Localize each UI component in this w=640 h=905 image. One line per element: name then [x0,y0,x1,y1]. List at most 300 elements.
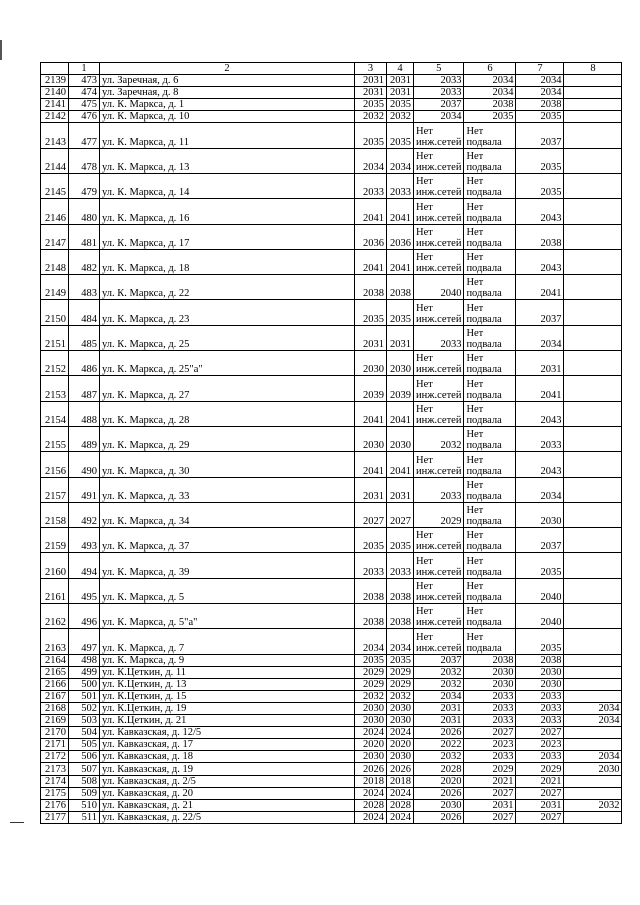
margin-dash-mark [10,822,24,823]
col3-cell: 2035 [355,300,387,325]
row-number-cell: 2166 [41,678,69,690]
col8-cell [564,666,622,678]
col5-cell [414,148,464,173]
address-cell: ул. К. Маркса, д. 25 [100,325,355,350]
col4-cell: 2035 [387,528,414,553]
col4-cell: 2027 [387,502,414,527]
col8-cell [564,249,622,274]
col7-cell: 2043 [516,199,564,224]
note-line-1: Нет [416,252,433,264]
col4-cell: 2038 [387,275,414,300]
address-cell: ул. Кавказская, д. 2/5 [100,775,355,787]
col8-cell [564,401,622,426]
col5-cell [414,351,464,376]
row-number-cell: 2174 [41,775,69,787]
col8-cell [564,275,622,300]
col3-cell: 2030 [355,351,387,376]
col7-cell: 2035 [516,173,564,198]
table-row [41,715,622,727]
row-number-cell: 2170 [41,727,69,739]
row-number-cell: 2153 [41,376,69,401]
record-number-cell: 511 [69,811,100,823]
col4-cell: 2032 [387,111,414,123]
record-number-cell: 479 [69,173,100,198]
col3-cell: 2030 [355,426,387,451]
note-line-2: инж.сетей [416,263,462,275]
col6-cell [464,224,516,249]
col8-cell [564,111,622,123]
col3-cell: 2035 [355,99,387,111]
address-cell: ул. К.Цеткин, д. 13 [100,678,355,690]
header-row [41,63,622,75]
col6-cell [464,173,516,198]
record-number-cell: 474 [69,87,100,99]
table-row [41,477,622,502]
col8-cell [564,477,622,502]
col3-cell: 2031 [355,477,387,502]
address-cell: ул. Кавказская, д. 17 [100,739,355,751]
col5-cell: 2033 [414,477,464,502]
table-row [41,224,622,249]
col6-cell [464,604,516,629]
col6-cell: 2033 [464,690,516,702]
header-cell-2: 2 [100,63,355,75]
col5-cell [414,199,464,224]
col3-cell: 2036 [355,224,387,249]
col7-cell: 2034 [516,87,564,99]
col6-cell [464,199,516,224]
record-number-cell: 484 [69,300,100,325]
record-number-cell: 476 [69,111,100,123]
note-line-1: Нет [416,378,433,390]
col5-cell: 2031 [414,702,464,714]
table-row [41,763,622,775]
col8-cell [564,123,622,148]
col5-cell [414,249,464,274]
note-line-2: подвала [466,161,502,173]
table-row [41,775,622,787]
note-line-1: Нет [416,226,433,238]
col4-cell: 2030 [387,751,414,763]
col5-cell: 2031 [414,715,464,727]
note-line-2: подвала [466,516,502,528]
col3-cell: 2032 [355,111,387,123]
col3-cell: 2038 [355,578,387,603]
col3-cell: 2041 [355,452,387,477]
col3-cell: 2024 [355,727,387,739]
row-number-cell: 2142 [41,111,69,123]
note-line-1: Нет [416,125,433,137]
table-row [41,300,622,325]
col8-cell [564,727,622,739]
table-row [41,351,622,376]
record-number-cell: 483 [69,275,100,300]
table-row [41,426,622,451]
address-cell: ул. Заречная, д. 8 [100,87,355,99]
row-number-cell: 2144 [41,148,69,173]
note-line-1: Нет [466,479,484,491]
col6-cell [464,578,516,603]
col6-cell: 2034 [464,75,516,87]
col5-cell: 2037 [414,99,464,111]
col7-cell: 2035 [516,148,564,173]
scan-edge-mark [0,40,2,60]
col5-cell [414,629,464,654]
col8-cell [564,452,622,477]
col3-cell: 2018 [355,775,387,787]
address-cell: ул. К. Маркса, д. 30 [100,452,355,477]
row-number-cell: 2140 [41,87,69,99]
address-cell: ул. К. Маркса, д. 17 [100,224,355,249]
col3-cell: 2035 [355,654,387,666]
note-line-2: подвала [466,187,502,199]
note-line-1: Нет [466,277,484,289]
col7-cell: 2034 [516,75,564,87]
address-cell: ул. К. Маркса, д. 1 [100,99,355,111]
row-number-cell: 2168 [41,702,69,714]
table-row [41,87,622,99]
address-cell: ул. Кавказская, д. 20 [100,787,355,799]
note-line-1: Нет [466,226,484,238]
col3-cell: 2020 [355,739,387,751]
col5-cell [414,604,464,629]
col4-cell: 2031 [387,477,414,502]
col3-cell: 2041 [355,199,387,224]
table-row [41,690,622,702]
row-number-cell: 2150 [41,300,69,325]
table-row [41,811,622,823]
note-line-2: подвала [466,490,502,502]
table-row [41,751,622,763]
note-line-1: Нет [466,606,484,618]
note-line-2: подвала [466,364,502,376]
col4-cell: 2031 [387,75,414,87]
note-line-1: Нет [466,530,484,542]
col6-cell [464,629,516,654]
col7-cell: 2035 [516,629,564,654]
col6-cell: 2027 [464,811,516,823]
address-cell: ул. К. Маркса, д. 33 [100,477,355,502]
col6-cell [464,553,516,578]
note-line-1: Нет [466,454,484,466]
note-line-2: подвала [466,389,502,401]
col7-cell: 2030 [516,502,564,527]
col3-cell: 2024 [355,811,387,823]
col3-cell: 2027 [355,502,387,527]
note-line-2: подвала [466,263,502,275]
note-line-1: Нет [416,353,433,365]
col3-cell: 2034 [355,148,387,173]
col8-cell [564,351,622,376]
col8-cell [564,811,622,823]
col4-cell: 2033 [387,553,414,578]
col6-cell: 2029 [464,763,516,775]
col7-cell: 2027 [516,727,564,739]
note-line-2: инж.сетей [416,237,462,249]
col4-cell: 2036 [387,224,414,249]
col5-cell [414,528,464,553]
table-row [41,249,622,274]
col8-cell [564,578,622,603]
table-row [41,111,622,123]
address-cell: ул. К. Маркса, д. 27 [100,376,355,401]
note-line-2: инж.сетей [416,313,462,325]
table-body [41,63,622,824]
col6-cell [464,275,516,300]
col6-cell: 2035 [464,111,516,123]
col5-cell: 2037 [414,654,464,666]
col5-cell: 2034 [414,111,464,123]
note-line-1: Нет [466,403,484,415]
note-line-1: Нет [466,581,484,593]
col5-cell: 2032 [414,751,464,763]
col8-cell [564,739,622,751]
table-row [41,739,622,751]
note-line-1: Нет [466,252,484,264]
row-number-cell: 2143 [41,123,69,148]
row-number-cell: 2159 [41,528,69,553]
address-cell: ул. К. Маркса, д. 25"а" [100,351,355,376]
address-cell: ул. К. Маркса, д. 28 [100,401,355,426]
note-line-2: инж.сетей [416,465,462,477]
header-cell-6: 6 [464,63,516,75]
col7-cell: 2033 [516,715,564,727]
col3-cell: 2033 [355,553,387,578]
note-line-2: инж.сетей [416,617,462,629]
col4-cell: 2034 [387,148,414,173]
col8-cell [564,604,622,629]
table-row [41,275,622,300]
col3-cell: 2026 [355,763,387,775]
col8-cell [564,528,622,553]
col6-cell: 2027 [464,727,516,739]
col8-cell [564,224,622,249]
col6-cell [464,123,516,148]
col5-cell [414,376,464,401]
col4-cell: 2039 [387,376,414,401]
table-row [41,401,622,426]
row-number-cell: 2141 [41,99,69,111]
row-number-cell: 2148 [41,249,69,274]
record-number-cell: 508 [69,775,100,787]
record-number-cell: 487 [69,376,100,401]
col4-cell: 2034 [387,629,414,654]
address-cell: ул. К. Маркса, д. 10 [100,111,355,123]
row-number-cell: 2177 [41,811,69,823]
col7-cell: 2027 [516,811,564,823]
col8-cell: 2034 [564,702,622,714]
col8-cell [564,690,622,702]
note-line-2: подвала [466,339,502,351]
address-cell: ул. К. Маркса, д. 11 [100,123,355,148]
record-number-cell: 500 [69,678,100,690]
record-number-cell: 503 [69,715,100,727]
record-number-cell: 499 [69,666,100,678]
col7-cell: 2034 [516,477,564,502]
col5-cell [414,123,464,148]
address-cell: ул. К. Маркса, д. 22 [100,275,355,300]
col8-cell [564,502,622,527]
col4-cell: 2028 [387,799,414,811]
col7-cell: 2041 [516,275,564,300]
col5-cell: 2026 [414,727,464,739]
col6-cell: 2033 [464,702,516,714]
col4-cell: 2020 [387,739,414,751]
col7-cell: 2031 [516,799,564,811]
col3-cell: 2033 [355,173,387,198]
document-table [40,62,622,824]
col8-cell [564,99,622,111]
record-number-cell: 504 [69,727,100,739]
col7-cell: 2033 [516,690,564,702]
col5-cell [414,401,464,426]
col7-cell: 2021 [516,775,564,787]
col5-cell: 2040 [414,275,464,300]
table-row [41,799,622,811]
col4-cell: 2026 [387,763,414,775]
header-cell-1: 1 [69,63,100,75]
note-line-1: Нет [466,353,484,365]
col4-cell: 2018 [387,775,414,787]
col3-cell: 2030 [355,702,387,714]
col7-cell: 2030 [516,678,564,690]
note-line-2: подвала [466,237,502,249]
row-number-cell: 2151 [41,325,69,350]
record-number-cell: 495 [69,578,100,603]
col5-cell: 2020 [414,775,464,787]
col4-cell: 2031 [387,87,414,99]
note-line-1: Нет [466,150,484,162]
record-number-cell: 502 [69,702,100,714]
col7-cell: 2035 [516,553,564,578]
note-line-2: подвала [466,617,502,629]
col4-cell: 2031 [387,325,414,350]
col8-cell [564,87,622,99]
table-row [41,199,622,224]
note-line-1: Нет [466,176,484,188]
col3-cell: 2032 [355,690,387,702]
col7-cell: 2040 [516,578,564,603]
col6-cell: 2034 [464,87,516,99]
col7-cell: 2033 [516,702,564,714]
col6-cell [464,452,516,477]
col6-cell: 2023 [464,739,516,751]
col5-cell: 2026 [414,787,464,799]
address-cell: ул. К. Маркса, д. 16 [100,199,355,224]
address-cell: ул. Кавказская, д. 18 [100,751,355,763]
row-number-cell: 2171 [41,739,69,751]
record-number-cell: 486 [69,351,100,376]
col5-cell [414,300,464,325]
row-number-cell: 2155 [41,426,69,451]
col4-cell: 2033 [387,173,414,198]
col7-cell: 2033 [516,426,564,451]
note-line-1: Нет [416,581,433,593]
col6-cell: 2021 [464,775,516,787]
col6-cell [464,351,516,376]
col8-cell [564,148,622,173]
col8-cell [564,629,622,654]
note-line-1: Нет [466,328,484,340]
col8-cell [564,787,622,799]
col8-cell [564,325,622,350]
note-line-2: подвала [466,541,502,553]
note-line-1: Нет [466,201,484,213]
col6-cell [464,325,516,350]
col4-cell: 2035 [387,123,414,148]
row-number-cell: 2163 [41,629,69,654]
record-number-cell: 491 [69,477,100,502]
col6-cell [464,502,516,527]
col7-cell: 2037 [516,123,564,148]
col5-cell [414,553,464,578]
record-number-cell: 496 [69,604,100,629]
row-number-cell: 2156 [41,452,69,477]
col5-cell: 2032 [414,678,464,690]
note-line-1: Нет [416,302,433,314]
col3-cell: 2039 [355,376,387,401]
col5-cell: 2030 [414,799,464,811]
record-number-cell: 490 [69,452,100,477]
col8-cell: 2034 [564,715,622,727]
address-cell: ул. К. Маркса, д. 39 [100,553,355,578]
col7-cell: 2041 [516,376,564,401]
note-line-1: Нет [416,555,433,567]
col6-cell [464,477,516,502]
col7-cell: 2033 [516,751,564,763]
col7-cell: 2027 [516,787,564,799]
col4-cell: 2024 [387,811,414,823]
table-row [41,604,622,629]
row-number-cell: 2162 [41,604,69,629]
col8-cell [564,654,622,666]
table-row [41,148,622,173]
note-line-2: подвала [466,465,502,477]
row-number-cell: 2147 [41,224,69,249]
note-line-2: подвала [466,566,502,578]
col3-cell: 2031 [355,75,387,87]
note-line-2: подвала [466,212,502,224]
col4-cell: 2024 [387,727,414,739]
col4-cell: 2035 [387,99,414,111]
note-line-2: инж.сетей [416,566,462,578]
note-line-2: инж.сетей [416,414,462,426]
col7-cell: 2038 [516,654,564,666]
note-line-1: Нет [466,302,484,314]
col4-cell: 2030 [387,351,414,376]
row-number-cell: 2176 [41,799,69,811]
col4-cell: 2024 [387,787,414,799]
record-number-cell: 505 [69,739,100,751]
record-number-cell: 498 [69,654,100,666]
table-row [41,629,622,654]
col3-cell: 2038 [355,275,387,300]
row-number-cell: 2160 [41,553,69,578]
table-row [41,75,622,87]
note-line-1: Нет [416,631,433,643]
record-number-cell: 489 [69,426,100,451]
record-number-cell: 482 [69,249,100,274]
col3-cell: 2029 [355,678,387,690]
table-row [41,666,622,678]
col8-cell [564,199,622,224]
address-cell: ул. Кавказская, д. 21 [100,799,355,811]
col6-cell: 2038 [464,99,516,111]
col6-cell: 2033 [464,715,516,727]
header-cell-4: 4 [387,63,414,75]
address-cell: ул. Кавказская, д. 19 [100,763,355,775]
table-row [41,678,622,690]
